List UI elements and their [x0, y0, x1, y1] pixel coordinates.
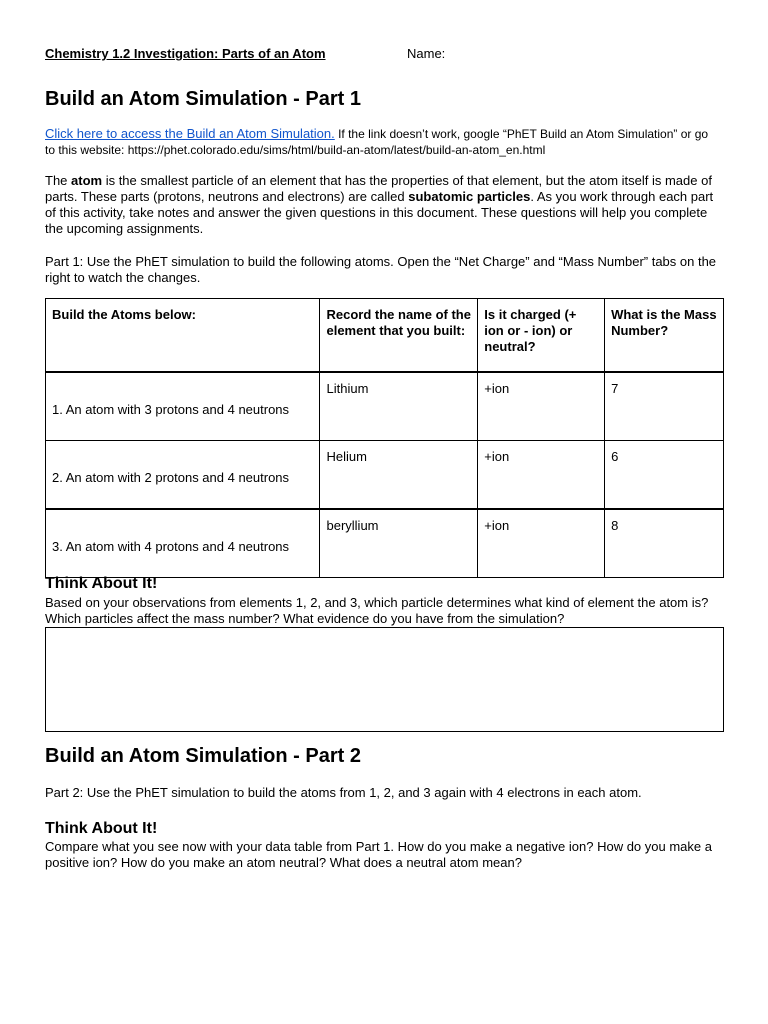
- atoms-table: [45, 298, 724, 578]
- element-name-cell[interactable]: Lithium: [320, 372, 478, 441]
- atom-description: 3. An atom with 4 protons and 4 neutrons: [46, 509, 320, 578]
- part1-heading: Build an Atom Simulation - Part 1: [45, 88, 361, 110]
- think-about-it-heading-1: Think About It!: [45, 575, 158, 592]
- header-build-atoms: Build the Atoms below:: [46, 299, 320, 373]
- mass-number-cell[interactable]: 6: [605, 441, 724, 510]
- mass-number-cell[interactable]: 8: [605, 509, 724, 578]
- table-row: [46, 441, 724, 510]
- intro-text: . As you work through each part of this activity, take notes and answer the given questions in this document. These questions will help you complete the upcoming assignments.: [45, 189, 714, 236]
- name-label: Name:: [407, 46, 446, 61]
- simulation-url-text: to this website: https://phet.colorado.edu/sims/html/build-an-atom/latest/build-an-atom_en.html: [45, 143, 546, 157]
- part2-instructions: Part 2: Use the PhET simulation to build the atoms from 1, 2, and 3 again with 4 electrons in each atom.: [45, 785, 642, 800]
- header-mass-number: What is the Mass Number?: [605, 299, 724, 373]
- table-row: [46, 509, 724, 578]
- intro-text: is the smallest particle of an element that has the properties of that element, but the atom itself is made of parts. These parts (protons, neutrons and electrons) are called: [45, 173, 712, 204]
- atom-description: 1. An atom with 3 protons and 4 neutrons: [46, 372, 320, 441]
- element-name-cell[interactable]: Helium: [320, 441, 478, 510]
- table-header-row: [46, 299, 724, 373]
- intro-bold-subatomic: subatomic particles: [408, 189, 531, 204]
- answer-box[interactable]: [45, 627, 724, 732]
- intro-paragraph: [45, 173, 724, 237]
- table-row: [46, 372, 724, 441]
- atom-description: 2. An atom with 2 protons and 4 neutrons: [46, 441, 320, 510]
- link-fallback-text: If the link doesn’t work, google “PhET Build an Atom Simulation” or go: [334, 127, 709, 141]
- think-question-2: Compare what you see now with your data table from Part 1. How do you make a negative ion? How do you make a positive ion? How do you make an atom neutral? What does a neutral atom mean?: [45, 839, 712, 870]
- document-header: [45, 46, 446, 61]
- element-name-cell[interactable]: beryllium: [320, 509, 478, 578]
- part1-instructions: Part 1: Use the PhET simulation to build the following atoms. Open the “Net Charge” and “Mass Number” tabs on the right to watch the changes.: [45, 254, 717, 285]
- think-question-1: Based on your observations from elements 1, 2, and 3, which particle determines what kind of element the atom is? Which particles affect the mass number? What evidence do you have from the simulation?: [45, 595, 709, 626]
- simulation-link[interactable]: Click here to access the Build an Atom Simulation.: [45, 126, 335, 141]
- simulation-link-paragraph: [45, 126, 724, 158]
- header-charge: Is it charged (+ ion or - ion) or neutral?: [478, 299, 605, 373]
- charge-cell[interactable]: +ion: [478, 372, 605, 441]
- mass-number-cell[interactable]: 7: [605, 372, 724, 441]
- charge-cell[interactable]: +ion: [478, 509, 605, 578]
- intro-text: The: [45, 173, 72, 188]
- intro-bold-atom: atom: [71, 173, 103, 188]
- charge-cell[interactable]: +ion: [478, 441, 605, 510]
- course-title: Chemistry 1.2 Investigation: Parts of an Atom: [45, 46, 326, 61]
- part2-heading: Build an Atom Simulation - Part 2: [45, 745, 361, 767]
- header-element-name: Record the name of the element that you built:: [320, 299, 478, 373]
- think-about-it-heading-2: Think About It!: [45, 820, 158, 837]
